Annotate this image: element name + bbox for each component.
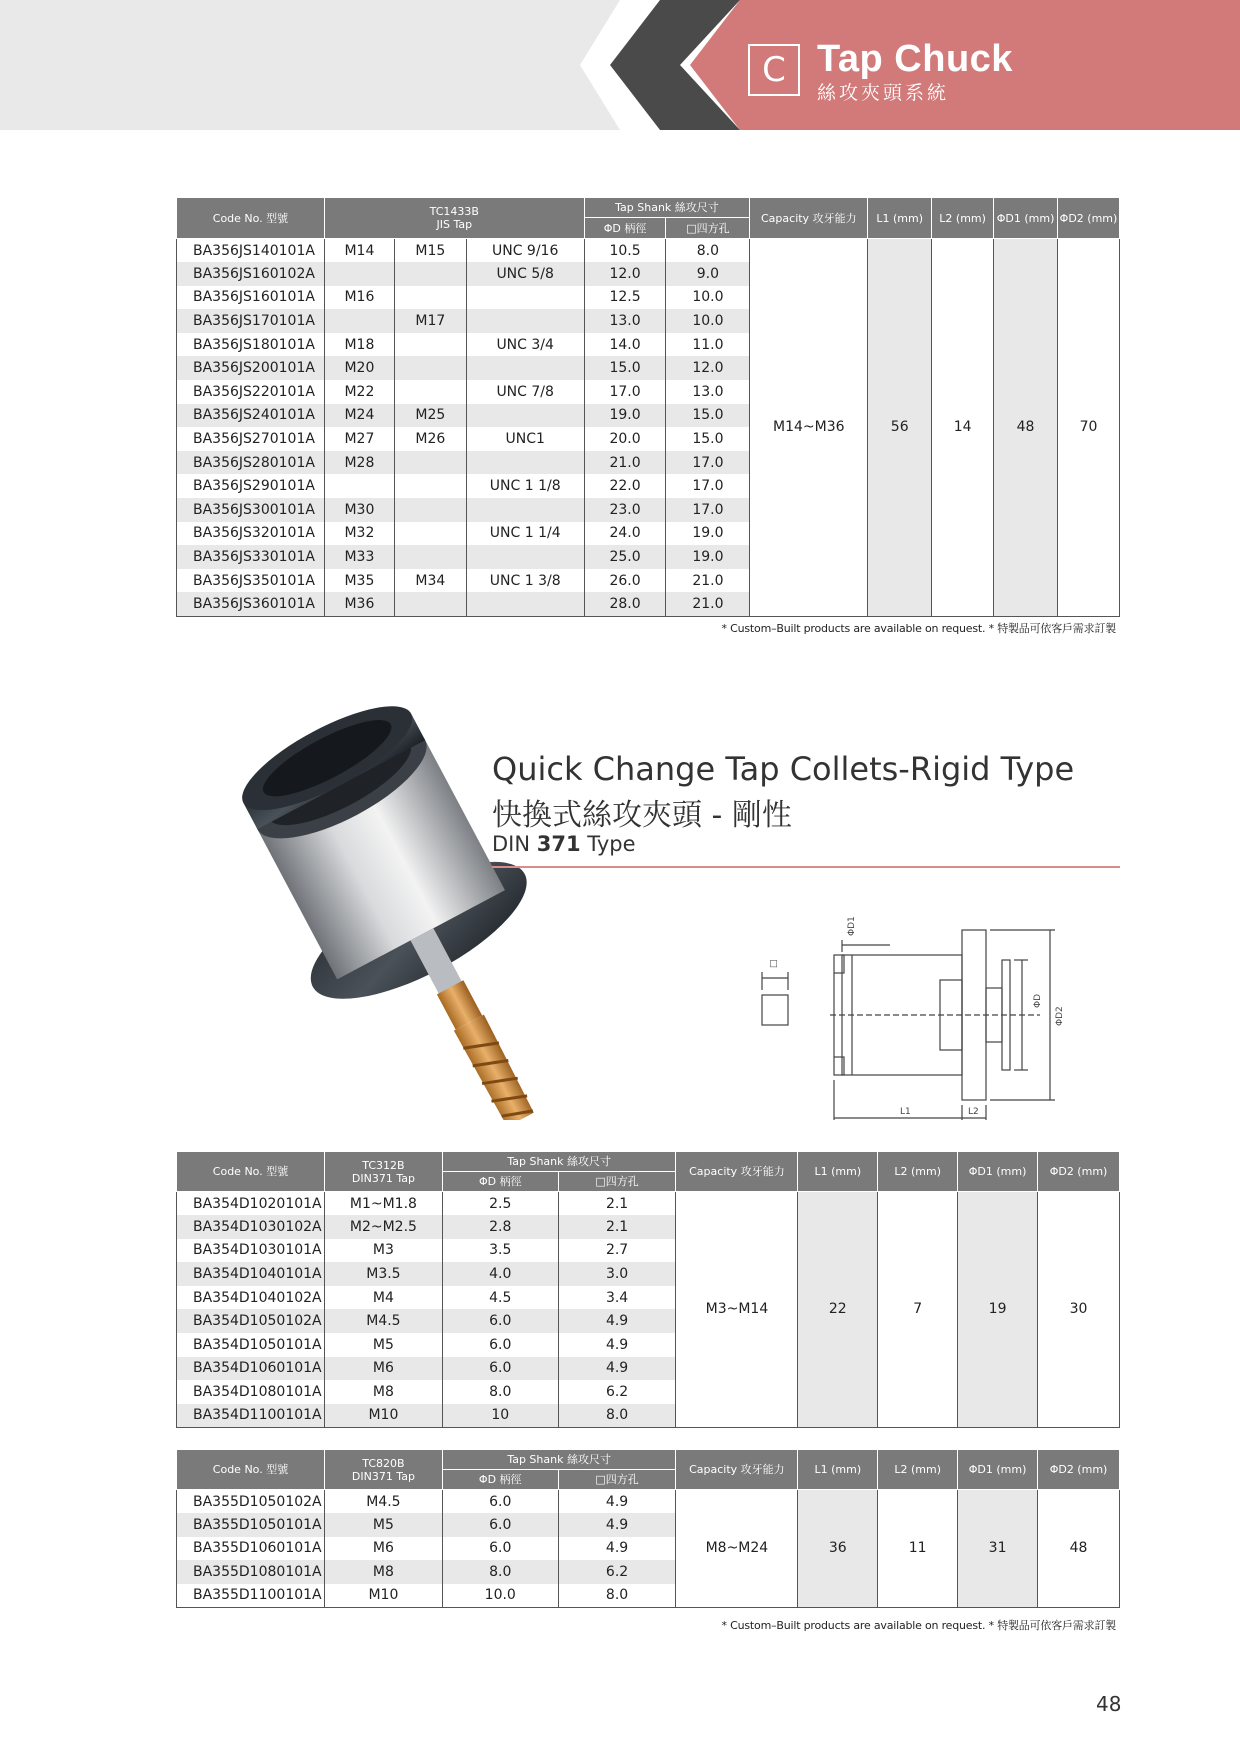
spec-cell: 17.0 — [666, 498, 750, 522]
merged-l1-cell: 56 — [868, 239, 932, 617]
spec-cell: 19.0 — [584, 404, 666, 428]
spec-cell: 12.0 — [584, 262, 666, 286]
spec-cell: 4.0 — [442, 1262, 558, 1286]
spec-cell: 10.0 — [666, 309, 750, 333]
merged-d1-cell: 48 — [994, 239, 1058, 617]
code-cell: BA356JS170101A — [177, 309, 325, 333]
spec-cell: 17.0 — [666, 474, 750, 498]
spec-cell: M35 — [324, 569, 394, 593]
header-d1: ΦD1 (mm) — [958, 1450, 1038, 1490]
din371-tap-spec-table-tc312b — [176, 1151, 1120, 1428]
table-row — [177, 1490, 1120, 1514]
spec-cell — [394, 356, 466, 380]
header-square: □四方孔 — [558, 1470, 676, 1490]
spec-cell: M10 — [324, 1584, 442, 1608]
spec-cell: 6.0 — [442, 1490, 558, 1514]
spec-cell: UNC 1 3/8 — [466, 569, 584, 593]
title-divider — [492, 866, 1120, 868]
header-l2: L2 (mm) — [932, 198, 994, 239]
spec-cell: 11.0 — [666, 333, 750, 357]
spec-cell — [394, 522, 466, 546]
custom-order-note-bottom: * Custom–Built products are available on request. * 特製品可依客戶需求訂製 — [721, 1619, 1116, 1632]
spec-cell: 8.0 — [442, 1380, 558, 1404]
spec-cell: M17 — [394, 309, 466, 333]
spec-cell — [466, 309, 584, 333]
header-d2: ΦD2 (mm) — [1038, 1152, 1120, 1192]
product-title-chinese: 快換式絲攻夾頭 - 剛性 — [492, 798, 792, 833]
header-l2: L2 (mm) — [878, 1152, 958, 1192]
spec-cell: 6.0 — [442, 1309, 558, 1333]
spec-cell: 2.8 — [442, 1215, 558, 1239]
spec-cell: M33 — [324, 545, 394, 569]
merged-capacity-cell: M3~M14 — [676, 1192, 798, 1428]
header-tap-shank: Tap Shank 絲攻尺寸 — [442, 1450, 676, 1470]
din371-tap-spec-table-tc820b — [176, 1449, 1120, 1608]
spec-cell — [466, 451, 584, 475]
spec-cell: M24 — [324, 404, 394, 428]
spec-cell: 17.0 — [584, 380, 666, 404]
header-l1: L1 (mm) — [798, 1450, 878, 1490]
code-cell: BA356JS160102A — [177, 262, 325, 286]
spec-cell: 6.0 — [442, 1537, 558, 1561]
merged-d2-cell: 30 — [1038, 1192, 1120, 1428]
spec-cell: 10.5 — [584, 239, 666, 263]
spec-cell: 9.0 — [666, 262, 750, 286]
header-d1: ΦD1 (mm) — [994, 198, 1058, 239]
spec-cell: M20 — [324, 356, 394, 380]
spec-cell: M2~M2.5 — [324, 1215, 442, 1239]
spec-cell: 4.9 — [558, 1490, 676, 1514]
custom-order-note: * Custom–Built products are available on request. * 特製品可依客戶需求訂製 — [721, 622, 1116, 635]
spec-cell: 2.1 — [558, 1192, 676, 1216]
header-l1: L1 (mm) — [868, 198, 932, 239]
merged-d2-cell: 70 — [1058, 239, 1120, 617]
label-d1: ΦD1 — [847, 916, 857, 936]
dimension-diagram — [750, 900, 1070, 1120]
code-cell: BA356JS180101A — [177, 333, 325, 357]
merged-l1-cell: 36 — [798, 1490, 878, 1608]
spec-cell: 6.2 — [558, 1380, 676, 1404]
code-cell: BA356JS140101A — [177, 239, 325, 263]
spec-cell: 10.0 — [442, 1584, 558, 1608]
code-cell: BA356JS200101A — [177, 356, 325, 380]
spec-cell: 6.0 — [442, 1513, 558, 1537]
spec-cell: 4.9 — [558, 1357, 676, 1381]
code-cell: BA354D1060101A — [177, 1357, 325, 1381]
code-cell: BA356JS330101A — [177, 545, 325, 569]
label-d2: ΦD2 — [1055, 1006, 1065, 1026]
header-square: □四方孔 — [558, 1172, 676, 1192]
spec-cell: M4.5 — [324, 1490, 442, 1514]
spec-cell: M14 — [324, 239, 394, 263]
spec-cell: M36 — [324, 592, 394, 616]
spec-cell: 6.0 — [442, 1333, 558, 1357]
spec-cell: UNC 3/4 — [466, 333, 584, 357]
spec-cell — [466, 404, 584, 428]
code-cell: BA356JS240101A — [177, 404, 325, 428]
spec-cell: M15 — [394, 239, 466, 263]
spec-cell: UNC 9/16 — [466, 239, 584, 263]
spec-cell: 21.0 — [584, 451, 666, 475]
spec-cell — [324, 309, 394, 333]
spec-cell: 15.0 — [666, 404, 750, 428]
spec-cell — [466, 356, 584, 380]
spec-cell: 22.0 — [584, 474, 666, 498]
merged-capacity-cell: M8~M24 — [676, 1490, 798, 1608]
label-l1: L1 — [900, 1107, 911, 1117]
spec-cell — [394, 545, 466, 569]
code-cell: BA356JS160101A — [177, 286, 325, 310]
spec-cell: M10 — [324, 1404, 442, 1428]
spec-cell: 2.7 — [558, 1239, 676, 1263]
code-cell: BA354D1030101A — [177, 1239, 325, 1263]
merged-d1-cell: 19 — [958, 1192, 1038, 1428]
spec-cell: 12.5 — [584, 286, 666, 310]
header-capacity: Capacity 攻牙能力 — [676, 1152, 798, 1192]
header-shank-diameter: ΦD 柄徑 — [442, 1470, 558, 1490]
spec-cell — [394, 333, 466, 357]
label-d: ΦD — [1033, 993, 1043, 1008]
table-row — [177, 239, 1120, 263]
spec-cell — [394, 474, 466, 498]
merged-d2-cell: 48 — [1038, 1490, 1120, 1608]
spec-cell: UNC 7/8 — [466, 380, 584, 404]
spec-cell: 8.0 — [666, 239, 750, 263]
spec-cell — [466, 592, 584, 616]
product-title: Quick Change Tap Collets-Rigid Type — [492, 750, 1075, 788]
spec-cell: 15.0 — [584, 356, 666, 380]
spec-cell: UNC 5/8 — [466, 262, 584, 286]
spec-cell: M6 — [324, 1537, 442, 1561]
code-cell: BA355D1100101A — [177, 1584, 325, 1608]
spec-cell: 10.0 — [666, 286, 750, 310]
spec-cell: 3.0 — [558, 1262, 676, 1286]
spec-cell: M3.5 — [324, 1262, 442, 1286]
spec-cell: M5 — [324, 1333, 442, 1357]
header-shank-diameter: ΦD 柄徑 — [584, 218, 666, 239]
spec-cell — [324, 474, 394, 498]
spec-cell: M4 — [324, 1286, 442, 1310]
header-d2: ΦD2 (mm) — [1038, 1450, 1120, 1490]
merged-l2-cell: 11 — [878, 1490, 958, 1608]
jis-tap-spec-table — [176, 197, 1120, 617]
spec-cell: 12.0 — [666, 356, 750, 380]
spec-cell: M16 — [324, 286, 394, 310]
spec-cell: M34 — [394, 569, 466, 593]
code-cell: BA355D1080101A — [177, 1560, 325, 1584]
code-cell: BA354D1050102A — [177, 1309, 325, 1333]
code-cell: BA354D1040101A — [177, 1262, 325, 1286]
spec-cell: M26 — [394, 427, 466, 451]
spec-cell: M18 — [324, 333, 394, 357]
header-code: Code No. 型號 — [177, 1450, 325, 1490]
spec-cell: 17.0 — [666, 451, 750, 475]
spec-cell: 2.5 — [442, 1192, 558, 1216]
spec-cell: 21.0 — [666, 592, 750, 616]
header-tap-standard: TC312B DIN371 Tap — [324, 1152, 442, 1192]
merged-l2-cell: 14 — [932, 239, 994, 617]
spec-cell: M30 — [324, 498, 394, 522]
code-cell: BA354D1050101A — [177, 1333, 325, 1357]
spec-cell — [466, 545, 584, 569]
spec-cell: 4.9 — [558, 1333, 676, 1357]
spec-cell: 21.0 — [666, 569, 750, 593]
code-cell: BA356JS360101A — [177, 592, 325, 616]
merged-l2-cell: 7 — [878, 1192, 958, 1428]
code-cell: BA355D1050102A — [177, 1490, 325, 1514]
header-l1: L1 (mm) — [798, 1152, 878, 1192]
spec-cell: M8 — [324, 1560, 442, 1584]
spec-cell — [394, 592, 466, 616]
header-capacity: Capacity 攻牙能力 — [676, 1450, 798, 1490]
section-title: Tap Chuck — [817, 38, 1013, 80]
spec-cell: M3 — [324, 1239, 442, 1263]
spec-cell: 6.2 — [558, 1560, 676, 1584]
spec-cell — [466, 286, 584, 310]
page-number: 48 — [1096, 1692, 1122, 1716]
spec-cell — [394, 380, 466, 404]
code-cell: BA356JS350101A — [177, 569, 325, 593]
merged-l1-cell: 22 — [798, 1192, 878, 1428]
spec-cell: 23.0 — [584, 498, 666, 522]
header-chevron-graphic — [0, 0, 1240, 130]
section-subtitle: 絲攻夾頭系統 — [817, 82, 950, 104]
code-cell: BA354D1040102A — [177, 1286, 325, 1310]
label-square: □ — [769, 959, 779, 968]
code-cell: BA354D1020101A — [177, 1192, 325, 1216]
spec-cell — [394, 262, 466, 286]
code-cell: BA354D1100101A — [177, 1404, 325, 1428]
header-code: Code No. 型號 — [177, 198, 325, 239]
spec-cell: 2.1 — [558, 1215, 676, 1239]
spec-cell: 15.0 — [666, 427, 750, 451]
spec-cell: 4.5 — [442, 1286, 558, 1310]
spec-cell: 6.0 — [442, 1357, 558, 1381]
spec-cell: 19.0 — [666, 545, 750, 569]
spec-cell: UNC 1 1/8 — [466, 474, 584, 498]
spec-cell: 28.0 — [584, 592, 666, 616]
code-cell: BA356JS290101A — [177, 474, 325, 498]
spec-cell: 8.0 — [558, 1584, 676, 1608]
spec-cell: M22 — [324, 380, 394, 404]
header-square: □四方孔 — [666, 218, 750, 239]
spec-cell: M8 — [324, 1380, 442, 1404]
code-cell: BA356JS220101A — [177, 380, 325, 404]
spec-cell: 3.4 — [558, 1286, 676, 1310]
spec-cell: 4.9 — [558, 1309, 676, 1333]
label-l2: L2 — [968, 1107, 979, 1117]
spec-cell: M6 — [324, 1357, 442, 1381]
merged-capacity-cell: M14~M36 — [750, 239, 868, 617]
code-cell: BA356JS280101A — [177, 451, 325, 475]
spec-cell: M28 — [324, 451, 394, 475]
code-cell: BA356JS320101A — [177, 522, 325, 546]
spec-cell — [324, 262, 394, 286]
spec-cell: M4.5 — [324, 1309, 442, 1333]
merged-d1-cell: 31 — [958, 1490, 1038, 1608]
spec-cell — [466, 498, 584, 522]
spec-cell: M25 — [394, 404, 466, 428]
spec-cell: 13.0 — [584, 309, 666, 333]
code-cell: BA354D1080101A — [177, 1380, 325, 1404]
spec-cell: 19.0 — [666, 522, 750, 546]
spec-cell — [394, 451, 466, 475]
spec-cell: M32 — [324, 522, 394, 546]
spec-cell — [394, 286, 466, 310]
spec-cell: 3.5 — [442, 1239, 558, 1263]
spec-cell: 10 — [442, 1404, 558, 1428]
spec-cell: UNC 1 1/4 — [466, 522, 584, 546]
spec-cell: 14.0 — [584, 333, 666, 357]
code-cell: BA355D1060101A — [177, 1537, 325, 1561]
header-l2: L2 (mm) — [878, 1450, 958, 1490]
spec-cell: 20.0 — [584, 427, 666, 451]
header-shank-diameter: ΦD 柄徑 — [442, 1172, 558, 1192]
spec-cell: M27 — [324, 427, 394, 451]
spec-cell: 24.0 — [584, 522, 666, 546]
spec-cell: M5 — [324, 1513, 442, 1537]
spec-cell: 4.9 — [558, 1513, 676, 1537]
section-badge: C — [748, 44, 800, 96]
code-cell: BA356JS300101A — [177, 498, 325, 522]
spec-cell: 4.9 — [558, 1537, 676, 1561]
header-capacity: Capacity 攻牙能力 — [750, 198, 868, 239]
spec-cell: 8.0 — [558, 1404, 676, 1428]
spec-cell: 13.0 — [666, 380, 750, 404]
spec-cell — [394, 498, 466, 522]
code-cell: BA356JS270101A — [177, 427, 325, 451]
header-tap-shank: Tap Shank 絲攻尺寸 — [442, 1152, 676, 1172]
table-row — [177, 1192, 1120, 1216]
header-d2: ΦD2 (mm) — [1058, 198, 1120, 239]
header-tap-shank: Tap Shank 絲攻尺寸 — [584, 198, 750, 218]
header-tap-standard: TC820B DIN371 Tap — [324, 1450, 442, 1490]
header-code: Code No. 型號 — [177, 1152, 325, 1192]
header-d1: ΦD1 (mm) — [958, 1152, 1038, 1192]
spec-cell: 25.0 — [584, 545, 666, 569]
code-cell: BA355D1050101A — [177, 1513, 325, 1537]
spec-cell: 8.0 — [442, 1560, 558, 1584]
header-tap-standard: TC1433B JIS Tap — [324, 198, 584, 239]
code-cell: BA354D1030102A — [177, 1215, 325, 1239]
spec-cell: 26.0 — [584, 569, 666, 593]
spec-cell: M1~M1.8 — [324, 1192, 442, 1216]
product-din-type: DIN 371 Type — [492, 832, 636, 856]
spec-cell: UNC1 — [466, 427, 584, 451]
